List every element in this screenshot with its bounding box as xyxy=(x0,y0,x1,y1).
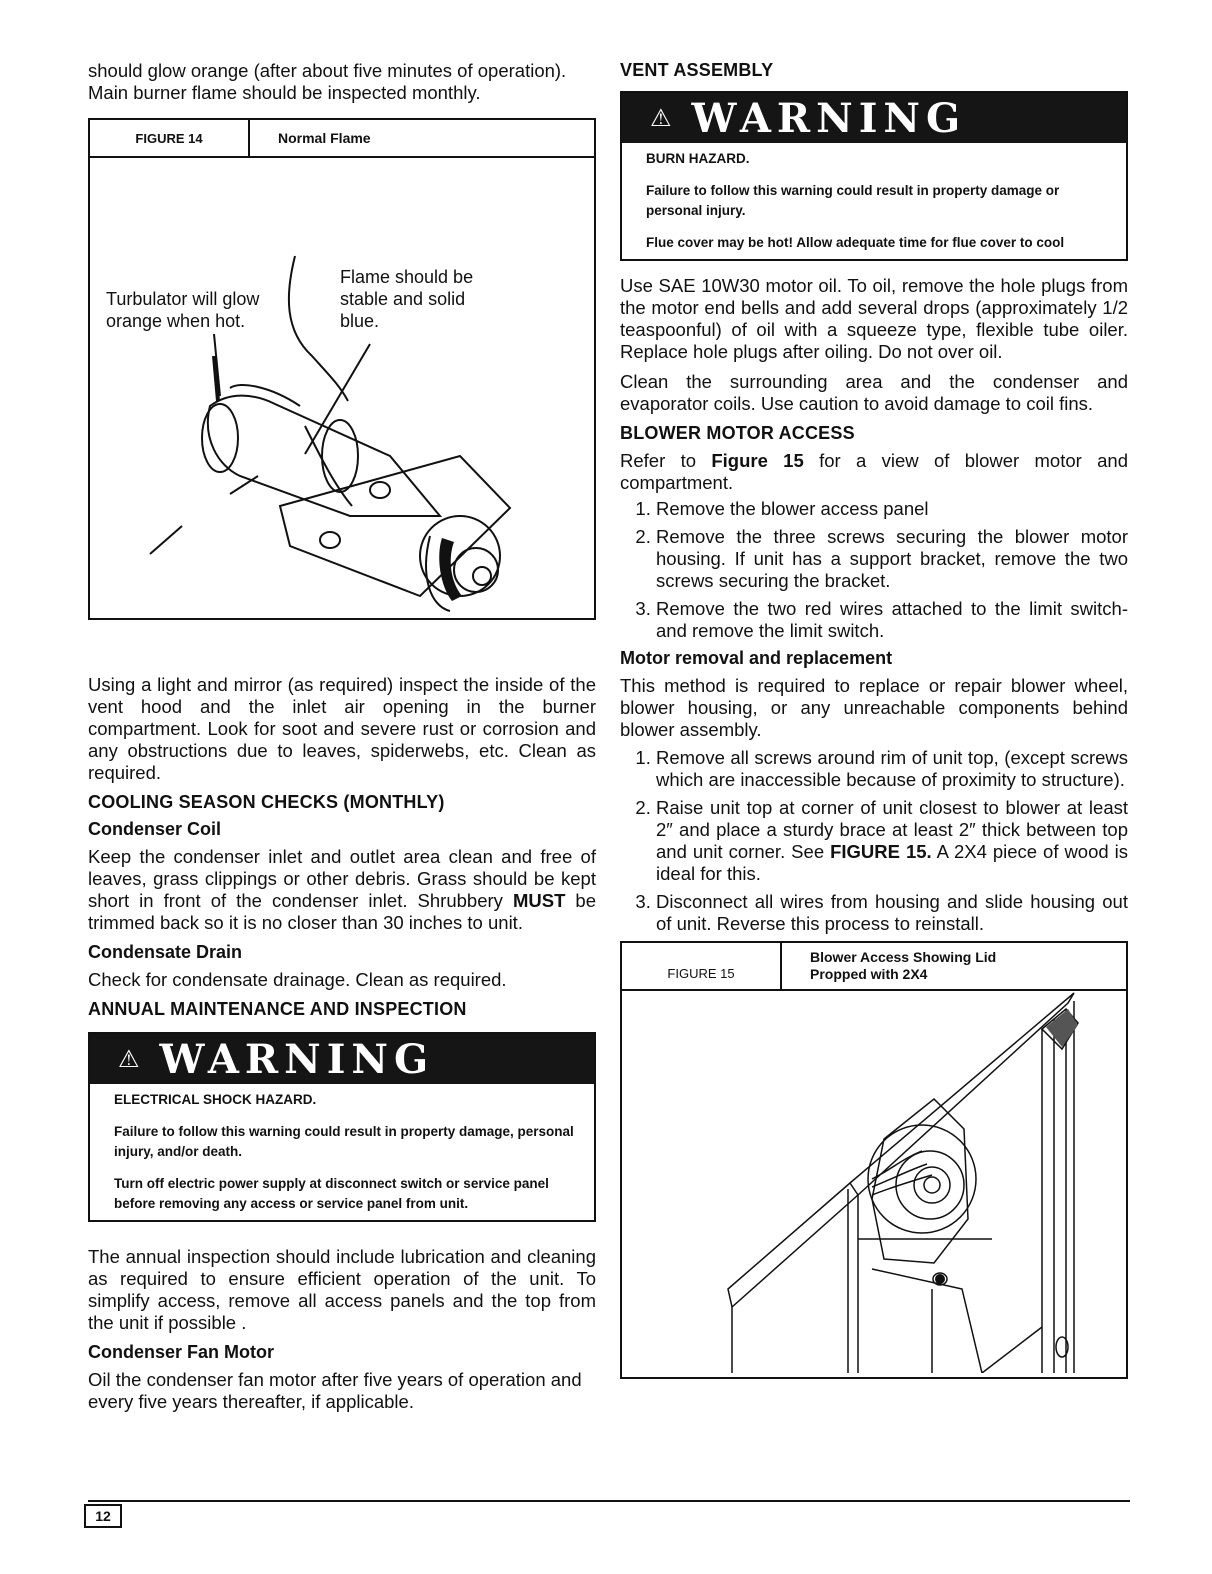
figure-15 xyxy=(620,941,1128,1379)
warning-body xyxy=(90,1084,594,1220)
condensate-drain-paragraph: Check for condensate drainage. Clean as required. xyxy=(88,969,507,990)
figure-14-header xyxy=(90,120,594,158)
motor-step: 1. Remove all screws around rim of unit top, (except screws which are inaccessible because of proximity to structure). xyxy=(656,747,1128,791)
blower-ref-text-2: for a view of blower motor and compartment. xyxy=(620,450,1129,493)
left-column xyxy=(88,60,596,1413)
blower-reference-paragraph xyxy=(620,450,1128,494)
inspect-paragraph: Using a light and mirror (as required) inspect the inside of the vent hood and the inlet air opening in the burner compartment. Look for soot and severe rust or corrosion and any obstructions due to leaves, spiderwebs, etc. Clean as required. xyxy=(88,674,596,783)
figure-15-caption xyxy=(782,943,996,989)
right-column xyxy=(620,60,1128,1379)
clean-paragraph: Clean the surrounding area and the condenser and evaporator coils. Use caution to avoid damage to coil fins. xyxy=(620,371,1128,414)
condenser-fan-heading: Condenser Fan Motor xyxy=(88,1342,275,1362)
blower-step: 2. Remove the three screws securing the blower motor housing. If unit has a support bracket, remove the two screws securing the bracket. xyxy=(656,526,1128,592)
figure-15-header xyxy=(622,943,1126,991)
blower-steps-list xyxy=(620,498,1128,642)
condenser-coil-paragraph xyxy=(88,846,596,934)
warning-line-2: Flue cover may be hot! Allow adequate time for flue cover to cool xyxy=(646,235,1065,250)
figure-14-number: FIGURE 14 xyxy=(90,120,250,156)
oil-paragraph: Use SAE 10W30 motor oil. To oil, remove the hole plugs from the motor end bells and add several drops (approximately 1/2 teaspoonful) of oil with a squeeze type, flexible tube oiler. Replace hole plugs after oiling. Do not over oil. xyxy=(620,275,1128,362)
warning-title: WARNING xyxy=(159,1035,435,1083)
must-emphasis: MUST xyxy=(512,890,566,911)
figure-15-number: FIGURE 15 xyxy=(622,943,782,989)
warning-banner xyxy=(622,93,1126,143)
annual-maintenance-heading: ANNUAL MAINTENANCE AND INSPECTION xyxy=(88,999,467,1019)
blower-motor-access-heading: BLOWER MOTOR ACCESS xyxy=(620,423,855,443)
burn-warning-box xyxy=(620,91,1128,261)
blower-access-illustration xyxy=(622,989,1126,1373)
motor-step-2-text-2: A 2X4 piece of wood is ideal for this. xyxy=(656,841,1129,884)
turbulator-label: Turbulator will glow orange when hot. xyxy=(106,289,260,331)
blower-step: 3. Remove the two red wires attached to the limit switch- and remove the limit switch. xyxy=(656,598,1128,642)
warning-triangle-icon: ⚠ xyxy=(118,1045,140,1073)
warning-line-1: Failure to follow this warning could result in property damage, personal injury, and/or death. xyxy=(114,1124,574,1159)
electrical-warning-box xyxy=(88,1032,596,1222)
warning-line-1: Failure to follow this warning could result in property damage or personal injury. xyxy=(646,183,1060,218)
figure-14-caption: Normal Flame xyxy=(278,130,371,146)
figure-15-caption-line-1: Blower Access Showing Lid xyxy=(810,949,997,965)
condenser-fan-paragraph: Oil the condenser fan motor after five years of operation and every five years thereafter, if applicable. xyxy=(88,1369,582,1412)
figure-15-reference: Figure 15 xyxy=(711,450,804,471)
warning-hazard: BURN HAZARD. xyxy=(646,151,750,166)
condensate-drain-heading: Condensate Drain xyxy=(88,942,243,962)
intro-paragraph: should glow orange (after about five minutes of operation). Main burner flame should be inspected monthly. xyxy=(88,60,567,103)
motor-step-2-text: Raise unit top at corner of unit closest to blower at least 2″ and place a sturdy brace at least 2″ thick between top and unit corner. See xyxy=(656,797,1128,862)
condenser-coil-text-2: be trimmed back so it is no closer than 30 inches to unit. xyxy=(88,890,597,933)
warning-title: WARNING xyxy=(691,94,967,142)
warning-line-2: Turn off electric power supply at disconnect switch or service panel before removing any access or service panel from unit. xyxy=(114,1176,549,1211)
cooling-season-heading: COOLING SEASON CHECKS (MONTHLY) xyxy=(88,792,445,812)
page-number: 12 xyxy=(84,1504,122,1528)
vent-assembly-heading: VENT ASSEMBLY xyxy=(620,60,774,80)
warning-triangle-icon: ⚠ xyxy=(650,104,672,132)
blower-step: 1. Remove the blower access panel xyxy=(656,498,1128,520)
blower-ref-text: Refer to xyxy=(620,450,712,471)
motor-steps-list xyxy=(620,747,1128,935)
condenser-coil-text: Keep the condenser inlet and outlet area clean and free of leaves, grass clippings or other debris. Grass should be kept short in front of the condenser inlet. Shrubbery xyxy=(88,846,596,911)
figure-15-reference: FIGURE 15. xyxy=(830,841,932,862)
annual-paragraph: The annual inspection should include lubrication and cleaning as required to ensure efficient operation of the unit. To simplify access, remove all access panels and the top from the unit if possible . xyxy=(88,1246,596,1333)
footer-rule xyxy=(88,1500,1130,1502)
burner-illustration xyxy=(90,156,594,616)
warning-hazard: ELECTRICAL SHOCK HAZARD. xyxy=(114,1092,317,1107)
warning-body xyxy=(622,143,1126,259)
warning-banner xyxy=(90,1034,594,1084)
figure-14 xyxy=(88,118,596,620)
motor-removal-paragraph: This method is required to replace or repair blower wheel, blower housing, or any unreachable components behind blower assembly. xyxy=(620,675,1128,740)
condenser-coil-heading: Condenser Coil xyxy=(88,819,222,839)
motor-step xyxy=(656,797,1128,885)
motor-step: 3. Disconnect all wires from housing and slide housing out of unit. Reverse this process to reinstall. xyxy=(656,891,1128,935)
flame-label: Flame should be stable and solid blue. xyxy=(340,267,474,331)
motor-removal-heading: Motor removal and replacement xyxy=(620,648,893,668)
figure-15-caption-line-2: Propped with 2X4 xyxy=(810,966,928,982)
